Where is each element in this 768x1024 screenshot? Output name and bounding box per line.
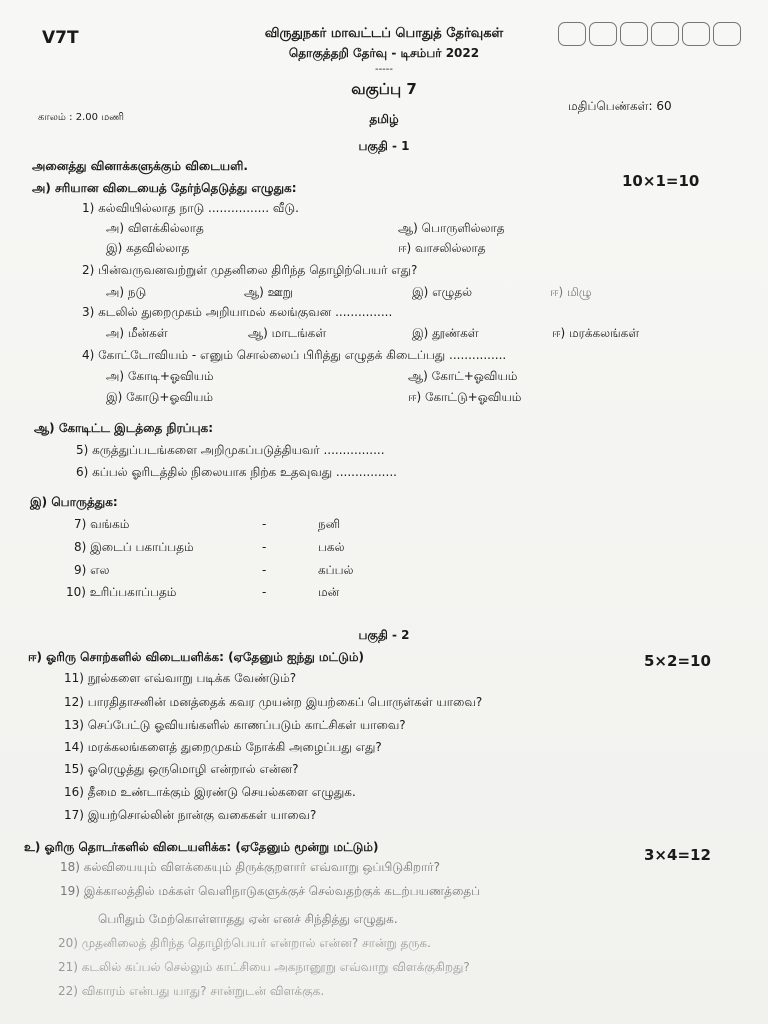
question-19-cont: பெரிதும் மேற்கொள்ளாதது ஏன் எனச் சிந்தித்து எழுதுக.: [98, 912, 398, 926]
match-left: 10) உரிப்பகாப்பதம்: [66, 585, 177, 599]
part1-instruction: அனைத்து வினாக்களுக்கும் விடையளி.: [32, 159, 248, 173]
match-right: கப்பல்: [318, 563, 354, 577]
question-4: 4) கோட்டோவியம் - எனும் சொல்லைப் பிரித்து எழுதக் கிடைப்பது ...............: [82, 348, 507, 362]
question-14: 14) மரக்கலங்களைத் துறைமுகம் நோக்கி அழைப்பது எது?: [64, 740, 382, 754]
section-b-label: ஆ) கோடிட்ட இடத்தை நிரப்புக:: [34, 421, 213, 435]
duration: காலம் : 2.00 மணி: [38, 112, 125, 123]
match-right: பகல்: [318, 540, 345, 554]
register-box: [682, 22, 710, 46]
register-box: [713, 22, 741, 46]
option: அ) நடு: [106, 285, 147, 299]
option: அ) மீன்கள்: [106, 326, 168, 340]
option: ஆ) கோட்+ஓவியம்: [408, 369, 518, 383]
option: ஆ) பொருளில்லாத: [398, 221, 505, 235]
question-15: 15) ஓரெழுத்து ஒருமொழி என்றால் என்ன?: [64, 762, 299, 776]
match-left: 7) வங்கம்: [74, 517, 130, 531]
class-label: வகுப்பு 7: [351, 80, 417, 98]
option: அ) கோடி+ஓவியம்: [106, 369, 214, 383]
question-13: 13) செப்பேட்டு ஓவியங்களில் காணப்படும் காட்சிகள் யாவை?: [64, 718, 406, 732]
match-left: 9) எல: [74, 563, 110, 577]
total-marks: மதிப்பெண்கள்: 60: [568, 99, 672, 113]
option: ஆ) ஊறு: [244, 285, 293, 299]
section-c-label: இ) பொருத்துக:: [30, 495, 118, 509]
question-19: 19) இக்காலத்தில் மக்கள் வெளிநாடுகளுக்குச் செல்வதற்குக் கடற்பயணத்தைப்: [60, 884, 481, 898]
section-a-marks: 10×1=10: [622, 172, 700, 190]
question-18: 18) கல்வியையும் விளக்கையும் திருக்குறளார் எவ்வாறு ஒப்பிடுகிறார்?: [60, 860, 440, 874]
section-e-marks: 3×4=12: [644, 846, 711, 864]
option: ஈ) வாசலில்லாத: [398, 241, 486, 255]
match-dash: -: [262, 540, 267, 554]
section-e-label: உ) ஓரிரு தொடர்களில் விடையளிக்க: (ஏதேனும் மூன்று மட்டும்): [24, 840, 379, 854]
question-22: 22) விகாரம் என்பது யாது? சான்றுடன் விளக்குக.: [58, 984, 325, 998]
option: ஈ) மரக்கலங்கள்: [552, 326, 640, 340]
separator: -----: [374, 64, 394, 75]
part1-title: பகுதி - 1: [358, 139, 410, 153]
question-5: 5) கருத்துப்படங்களை அறிமுகப்படுத்தியவர் ................: [76, 443, 385, 457]
match-right: மன்: [318, 585, 340, 599]
option: அ) விளக்கில்லாத: [106, 221, 204, 235]
option: இ) கோடு+ஓவியம்: [106, 390, 214, 404]
part2-title: பகுதி - 2: [358, 628, 410, 642]
question-12: 12) பாரதிதாசனின் மனத்தைக் கவர முயன்ற இயற்கைப் பொருள்கள் யாவை?: [64, 695, 483, 709]
question-11: 11) நூல்களை எவ்வாறு படிக்க வேண்டும்?: [64, 671, 297, 685]
option: இ) எழுதல்: [412, 285, 473, 299]
section-a-label: அ) சரியான விடையைத் தேர்ந்தெடுத்து எழுதுக:: [32, 181, 297, 195]
option: இ) தூண்கள்: [412, 326, 479, 340]
option: ஈ) கோட்டு+ஓவியம்: [408, 390, 522, 404]
question-6: 6) கப்பல் ஓரிடத்தில் நிலையாக நிற்க உதவுவது ................: [76, 465, 397, 479]
option: ஈ) மிழு: [550, 285, 592, 299]
match-dash: -: [262, 517, 267, 531]
paper-code: V7T: [42, 28, 79, 48]
subject: தமிழ்: [369, 112, 399, 126]
question-16: 16) தீமை உண்டாக்கும் இரண்டு செயல்களை எழுதுக.: [64, 785, 356, 799]
match-left: 8) இடைப் பகாப்பதம்: [74, 540, 194, 554]
exam-title: விருதுநகர் மாவட்டப் பொதுத் தேர்வுகள்: [264, 26, 504, 41]
register-box: [558, 22, 586, 46]
question-20: 20) முதனிலைத் திரிந்த தொழிற்பெயர் என்றால் என்ன? சான்று தருக.: [58, 936, 431, 950]
match-dash: -: [262, 563, 267, 577]
section-d-label: ஈ) ஓரிரு சொற்களில் விடையளிக்க: (ஏதேனும் ஐந்து மட்டும்): [28, 650, 364, 664]
question-3: 3) கடலில் துறைமுகம் அறியாமல் கலங்குவன ...............: [82, 305, 393, 319]
match-right: நனி: [318, 517, 341, 531]
question-17: 17) இயற்சொல்லின் நான்கு வகைகள் யாவை?: [64, 808, 317, 822]
option: ஆ) மாடங்கள்: [248, 326, 327, 340]
register-box: [589, 22, 617, 46]
question-1: 1) கல்வியில்லாத நாடு ................ வீடு.: [82, 201, 299, 215]
section-d-marks: 5×2=10: [644, 652, 711, 670]
register-number-boxes: [558, 22, 741, 46]
question-2: 2) பின்வருவனவற்றுள் முதனிலை திரிந்த தொழிற்பெயர் எது?: [82, 263, 418, 277]
question-21: 21) கடலில் கப்பல் செல்லும் காட்சியை அகநானூறு எவ்வாறு விளக்குகிறது?: [58, 960, 470, 974]
exam-name: தொகுத்தறி தேர்வு - டிசம்பர் 2022: [288, 46, 480, 60]
match-dash: -: [262, 585, 267, 599]
register-box: [620, 22, 648, 46]
option: இ) கதவில்லாத: [106, 241, 190, 255]
register-box: [651, 22, 679, 46]
